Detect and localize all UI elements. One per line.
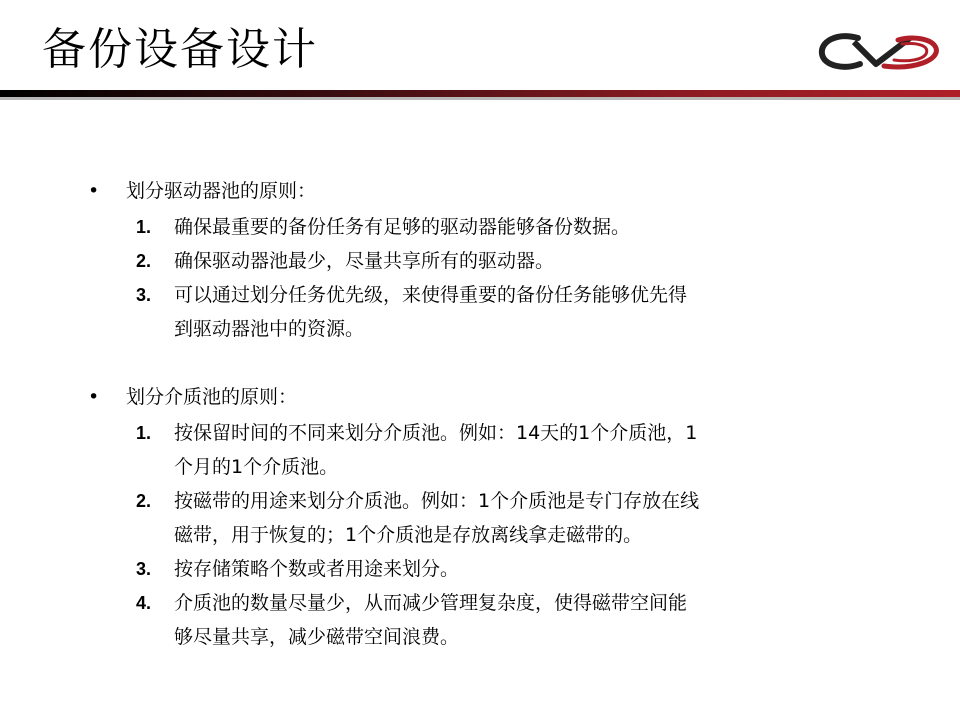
item-number: 3. [136, 285, 152, 305]
bullet-heading [88, 382, 868, 412]
item-text: 按保留时间的不同来划分介质池。例如：14天的1个介质池，1 [174, 422, 698, 444]
media-pool-section [88, 382, 868, 654]
item-number: 1. [136, 217, 152, 237]
list-item [88, 484, 868, 552]
list-item [88, 586, 868, 654]
item-number: 4. [136, 593, 152, 613]
cv-logo-icon [818, 30, 942, 74]
item-text: 到驱动器池中的资源。 [174, 318, 365, 340]
drive-pool-section [88, 176, 868, 346]
item-text: 确保最重要的备份任务有足够的驱动器能够备份数据。 [174, 216, 631, 238]
list-item [88, 416, 868, 484]
section-heading: 划分介质池的原则： [126, 386, 298, 408]
slide-title: 备份设备设计 [42, 24, 318, 75]
header-rule-shadow [0, 97, 960, 100]
item-text: 够尽量共享，减少磁带空间浪费。 [174, 626, 460, 648]
item-number: 3. [136, 559, 152, 579]
item-number: 2. [136, 251, 152, 271]
bullet-heading [88, 176, 868, 206]
bullet-icon: • [88, 180, 100, 202]
list-item [88, 244, 868, 278]
item-text: 磁带，用于恢复的；1个介质池是存放离线拿走磁带的。 [174, 524, 643, 546]
item-number: 2. [136, 491, 152, 511]
bullet-icon: • [88, 386, 100, 408]
list-item [88, 210, 868, 244]
list-item [88, 278, 868, 346]
item-text: 可以通过划分任务优先级，来使得重要的备份任务能够优先得 [174, 284, 688, 306]
item-text: 按磁带的用途来划分介质池。例如：1个介质池是专门存放在线 [174, 490, 700, 512]
list-item [88, 552, 868, 586]
header-rule [0, 90, 960, 97]
item-text: 介质池的数量尽量少，从而减少管理复杂度，使得磁带空间能 [174, 592, 688, 614]
item-number: 1. [136, 423, 152, 443]
item-text: 按存储策略个数或者用途来划分。 [174, 558, 460, 580]
item-text: 确保驱动器池最少，尽量共享所有的驱动器。 [174, 250, 555, 272]
section-heading: 划分驱动器池的原则： [126, 180, 317, 202]
item-text: 个月的1个介质池。 [174, 456, 339, 478]
